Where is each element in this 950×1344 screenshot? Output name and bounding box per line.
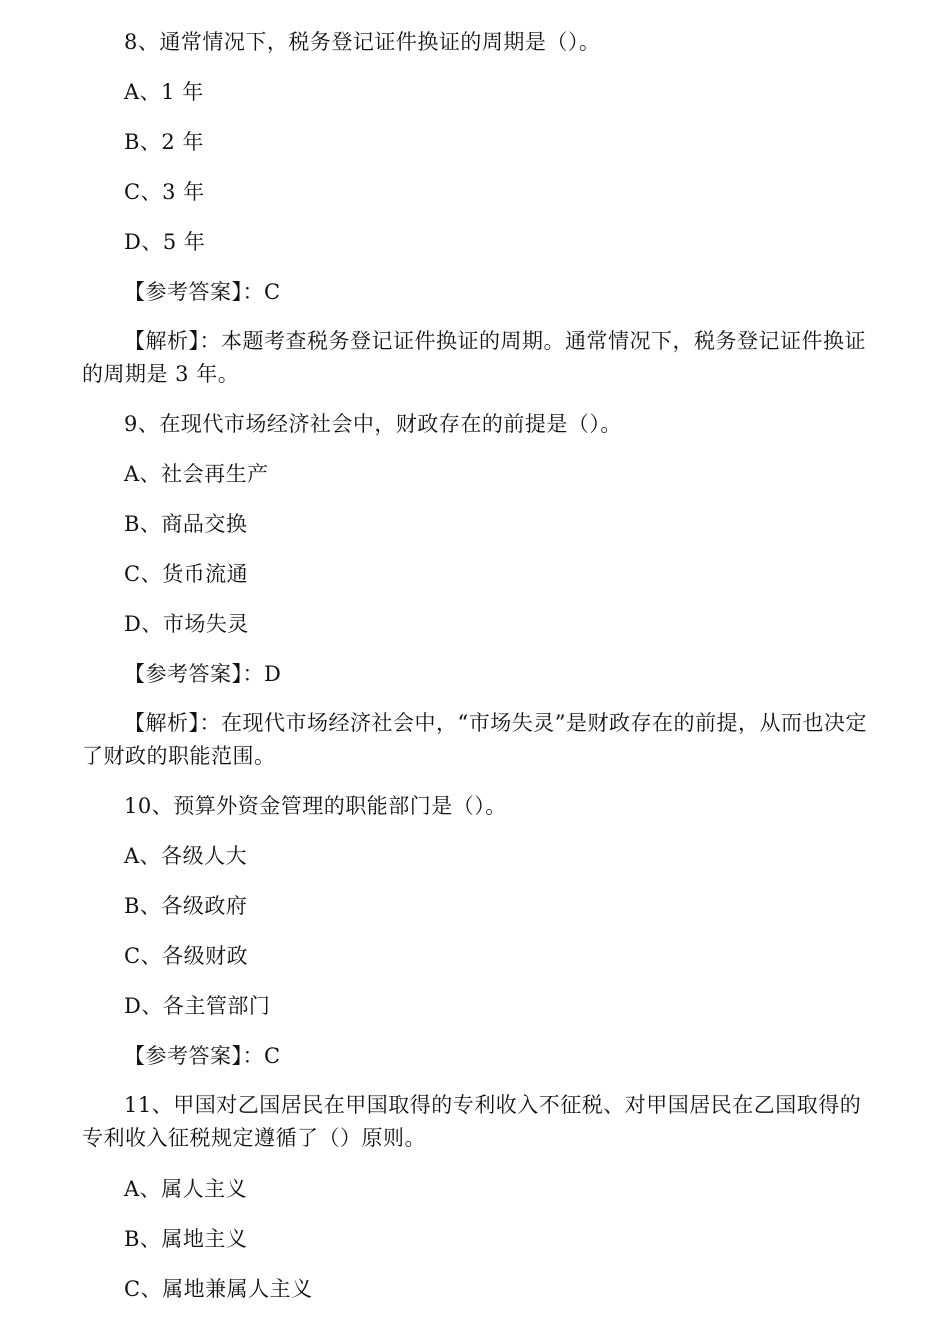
question-9-option-c: C、货币流通 bbox=[124, 562, 249, 586]
question-8-option-d: D、5 年 bbox=[124, 230, 206, 254]
question-9-analysis: 【解析】：在现代市场经济社会中，“市场失灵”是财政存在的前提，从而也决定了财政的职能范围。 bbox=[82, 711, 867, 768]
question-8-option-a: A、1 年 bbox=[124, 80, 204, 104]
question-8-stem: 8、通常情况下，税务登记证件换证的周期是（）。 bbox=[124, 30, 601, 54]
question-11-option-a: A、属人主义 bbox=[124, 1177, 248, 1201]
question-10-option-a: A、各级人大 bbox=[124, 844, 248, 868]
question-8-option-c: C、3 年 bbox=[124, 180, 205, 204]
question-11-stem: 11、甲国对乙国居民在甲国取得的专利收入不征税、对甲国居民在乙国取得的专利收入征税规定遵循了（）原则。 bbox=[82, 1093, 862, 1150]
question-8-option-b: B、2 年 bbox=[124, 130, 204, 154]
question-10-stem: 10、预算外资金管理的职能部门是（）。 bbox=[124, 794, 507, 818]
question-9-answer: 【参考答案】：D bbox=[124, 662, 282, 686]
question-8-answer: 【参考答案】：C bbox=[124, 280, 281, 304]
question-10-option-c: C、各级财政 bbox=[124, 944, 249, 968]
question-10-option-d: D、各主管部门 bbox=[124, 994, 271, 1018]
question-9-option-d: D、市场失灵 bbox=[124, 612, 249, 636]
question-11-option-b: B、属地主义 bbox=[124, 1227, 248, 1251]
question-10-option-b: B、各级政府 bbox=[124, 894, 248, 918]
question-9-option-b: B、商品交换 bbox=[124, 512, 248, 536]
question-9-stem: 9、在现代市场经济社会中，财政存在的前提是（）。 bbox=[124, 412, 622, 436]
question-10-answer: 【参考答案】：C bbox=[124, 1044, 281, 1068]
question-11-option-c: C、属地兼属人主义 bbox=[124, 1277, 313, 1301]
question-9-option-a: A、社会再生产 bbox=[124, 462, 269, 486]
question-8-analysis: 【解析】：本题考查税务登记证件换证的周期。通常情况下，税务登记证件换证的周期是 3 年。 bbox=[82, 329, 866, 386]
